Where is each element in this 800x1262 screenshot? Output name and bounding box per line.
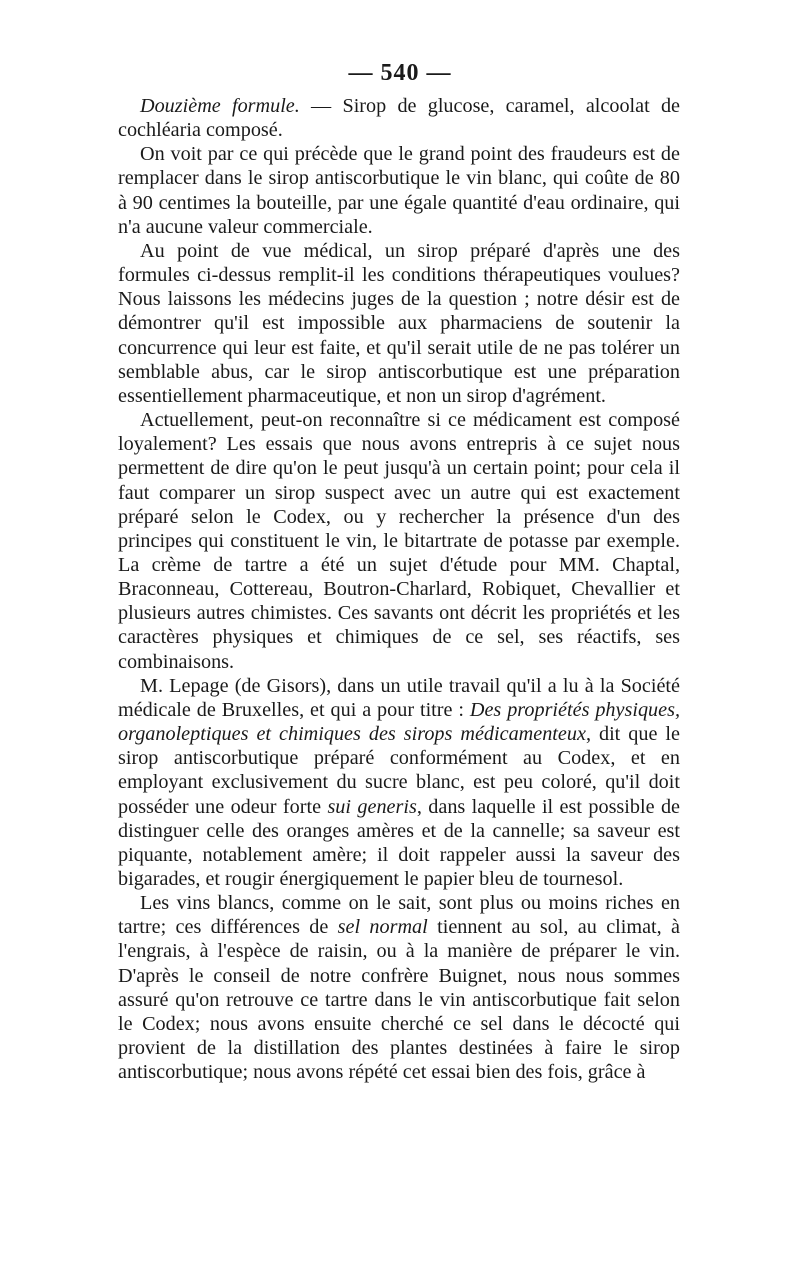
paragraph-text: On voit par ce qui précède que le grand point des fraudeurs est de remplacer dans le sirop antiscorbutique le vin blanc, qui coûte de 80 à 90 centimes la bouteille, par une égale quantité d'eau ordinaire, qui n'a aucune valeur commerciale.: [118, 143, 680, 238]
paragraph-fraudeurs: [118, 142, 680, 239]
paragraph-actuellement: [118, 408, 680, 674]
paragraph-text: Actuellement, peut-on reconnaître si ce médicament est composé loyalement? Les essais que nous avons entrepris à ce sujet nous permettent de dire qu'on le peut jusqu'à un certain point; pour cela il faut comparer un sirop suspect avec un autre qui est exactement préparé selon le Codex, ou y rechercher la présence d'un des principes qui constituent le vin, le bitartrate de potasse par exemple. La crème de tartre a été un sujet d'étude pour MM. Chaptal, Braconneau, Cottereau, Boutron-Charlard, Robiquet, Chevallier et plusieurs autres chimistes. Ces savants ont décrit les propriétés et les caractères physiques et chimiques de ce sel, ses réactifs, ses combinaisons.: [118, 409, 680, 673]
paragraph-text: , dans laquelle il est possible de distinguer celle des oranges amères et de la cannelle; sa saveur est piquante, notablement amère; il doit rappeler aussi la saveur des bigarades, et rougir énergiquement le papier bleu de tournesol.: [118, 795, 680, 890]
paragraph-douzieme-formule: [118, 94, 680, 142]
body-text: [118, 94, 680, 1084]
paragraph-vins-blancs: [118, 891, 680, 1084]
paragraph-text: Au point de vue médical, un sirop préparé d'après une des formules ci-dessus remplit-il les conditions thérapeutiques voulues? Nous laissons les médecins juges de la question ; notre désir est de démontrer qu'il est impossible aux pharmaciens de soutenir la concurrence qui leur est faite, et qu'il serait utile de ne pas tolérer un semblable abus, car le sirop antiscorbutique est une préparation essentiellement pharmaceutique, et non un sirop d'agrément.: [118, 239, 680, 407]
paragraph-text: tiennent au sol, au climat, à l'engrais, à l'espèce de raisin, ou à la manière de préparer le vin. D'après le conseil de notre confrère Buignet, nous nous sommes assuré qu'on retrouve ce tartre dans le vin antiscorbutique fait selon le Codex; nous avons ensuite cherché ce sel dans le décocté qui provient de la distillation des plantes destinées à faire le sirop antiscorbutique; nous avons répété cet essai bien des fois, grâce à: [118, 916, 680, 1084]
paragraph-point-de-vue-medical: [118, 239, 680, 408]
page-number: — 540 —: [348, 60, 452, 86]
formula-heading: Douzième formule.: [140, 95, 300, 117]
latin-phrase: sui generis: [327, 795, 417, 818]
paragraph-text: Les vins blancs, comme on le sait, sont plus ou moins riches en tartre; ces différences de: [118, 892, 680, 939]
paragraph-lepage: [118, 674, 680, 891]
emphasized-term: sel normal: [337, 916, 428, 939]
formula-description: — Sirop de glucose, caramel, alcoolat de cochléaria composé.: [118, 95, 680, 142]
work-title: Des propriétés physiques, organoleptiques et chimiques des sirops médicamenteux: [118, 698, 680, 746]
paragraph-text: M. Lepage (de Gisors), dans un utile travail qu'il a lu à la Société médicale de Bruxelles, et qui a pour titre :: [118, 674, 680, 721]
paragraph-text: , dit que le sirop antiscorbutique préparé conformément au Codex, et en employant exclusivement du sucre blanc, est peu coloré, qu'il doit posséder une odeur forte: [118, 723, 680, 818]
